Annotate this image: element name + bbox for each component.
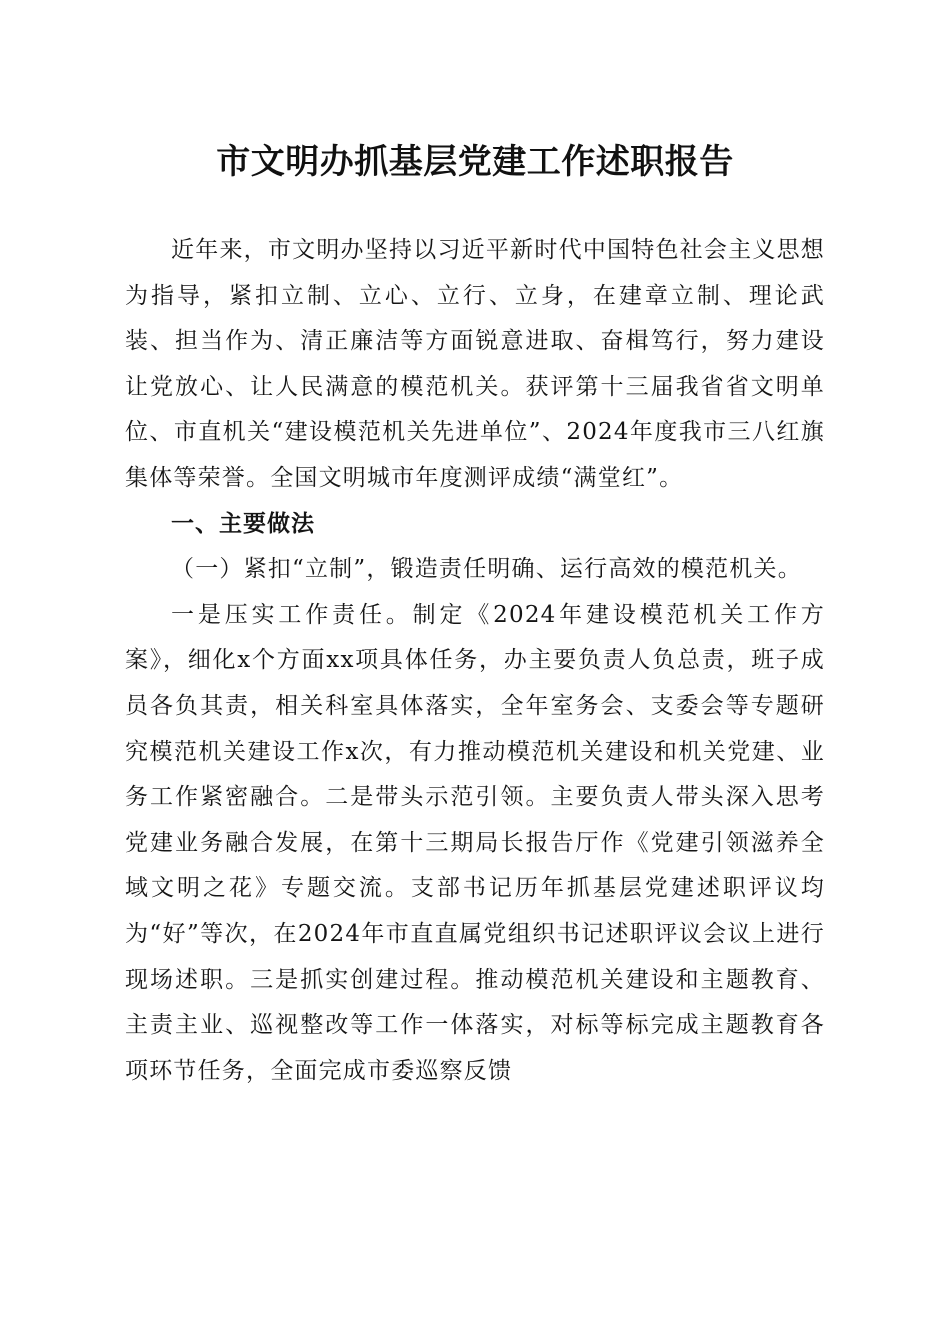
document-title: 市文明办抓基层党建工作述职报告 — [216, 142, 734, 182]
section-heading-main-practices: 一、主要做法 — [171, 510, 315, 537]
subsection-heading-li-zhi: （一）紧扣“立制”，锻造责任明确、运行高效的模范机关。 — [171, 556, 802, 583]
body-paragraph-responsibility: 一是压实工作责任。制定《2024年建设模范机关工作方案》，细化x个方面xx项具体任务，办主要负责人负总责，班子成员各负其责，相关科室具体落实，全年室务会、支委会等专题研究模范机关建设工作x次，有力推动模范机关建设和机关党建、业务工作紧密融合。二是带头示范引领。主要负责人带头深入思考党建业务融合发展，在第十三期局长报告厅作《党建引领滋养全域文明之花》专题交流。支部书记历年抓基层党建述职评议均为“好”等次，在2024年市直直属党组织书记述职评议会议上进行现场述职。三是抓实创建过程。推动模范机关建设和主题教育、主责主业、巡视整改等工作一体落实，对标等标完成主题教育各项环节任务，全面完成市委巡察反馈 — [125, 601, 825, 1084]
intro-paragraph: 近年来，市文明办坚持以习近平新时代中国特色社会主义思想为指导，紧扣立制、立心、立行、立身，在建章立制、理论武装、担当作为、清正廉洁等方面锐意进取、奋楫笃行，努力建设让党放心、让人民满意的模范机关。获评第十三届我省省文明单位、市直机关“建设模范机关先进单位”、2024年度我市三八红旗集体等荣誉。全国文明城市年度测评成绩“满堂红”。 — [125, 237, 825, 491]
document-body — [125, 228, 825, 1094]
